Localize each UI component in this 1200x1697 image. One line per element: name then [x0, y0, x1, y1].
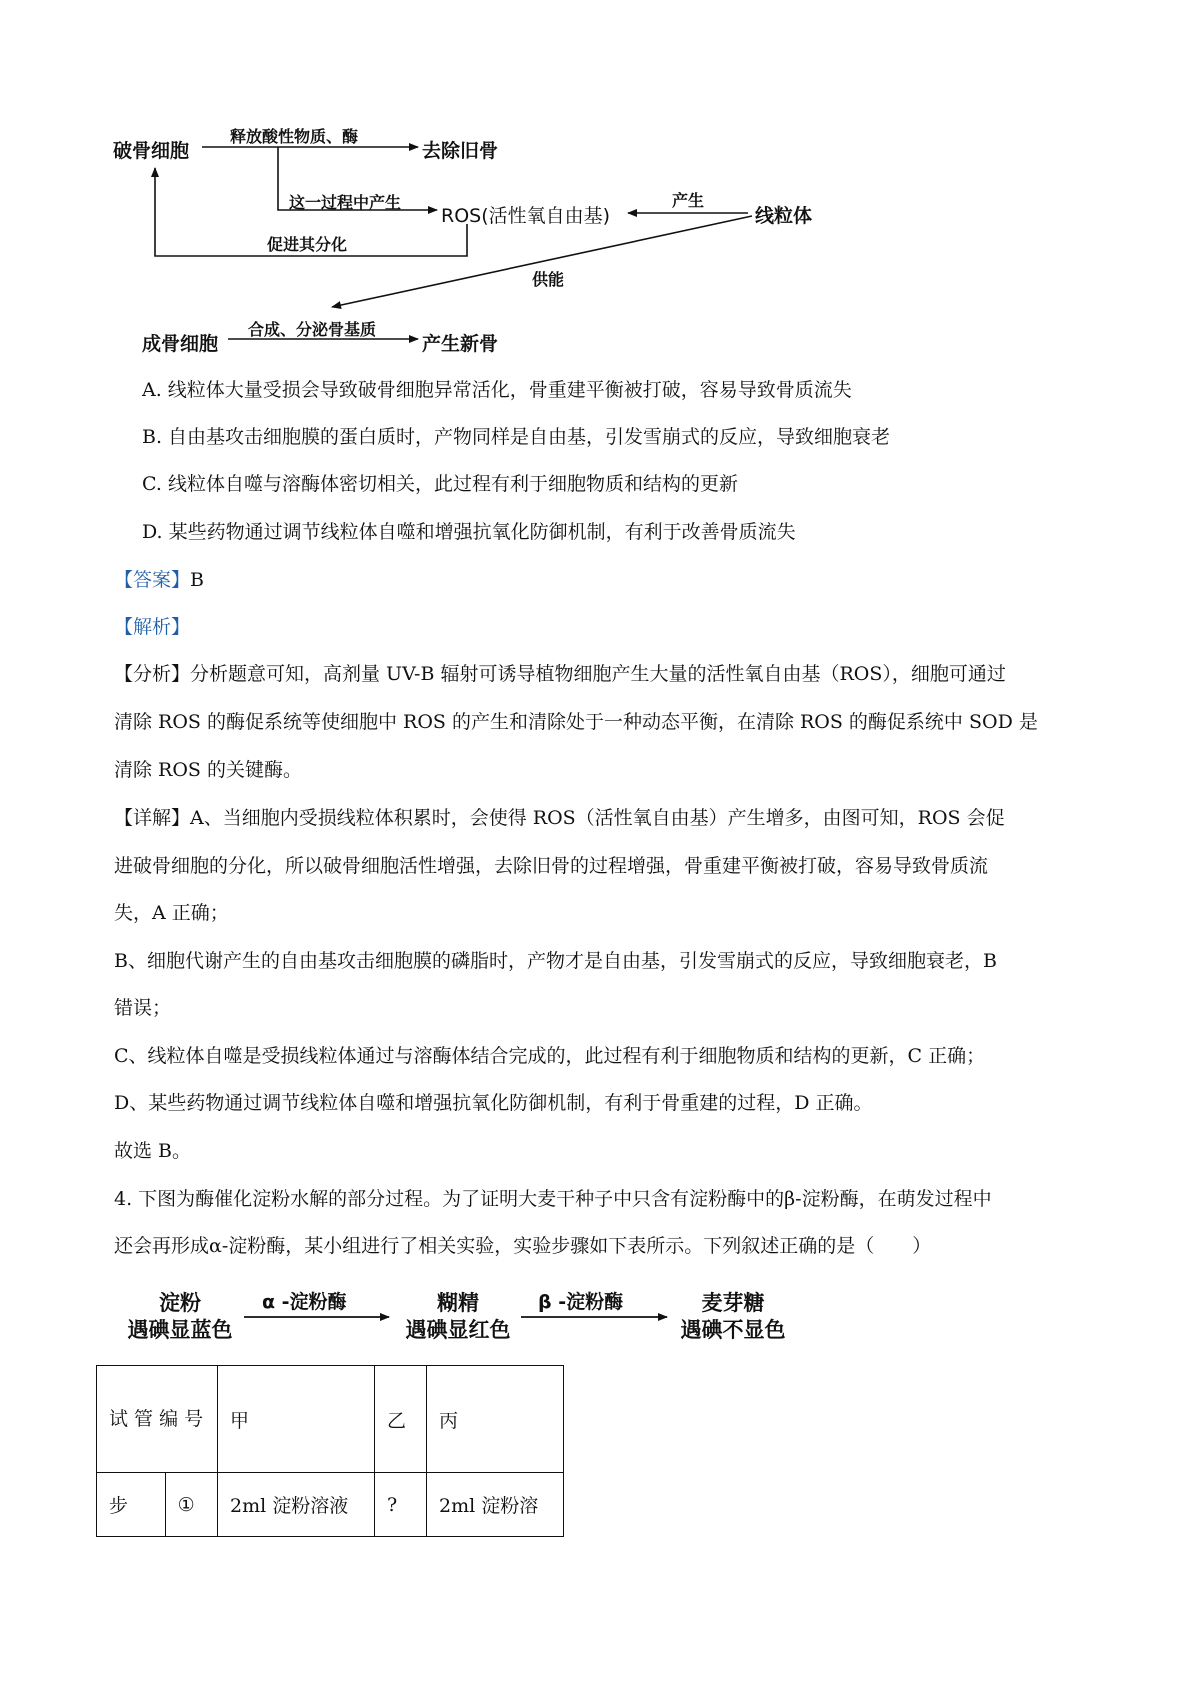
alpha-enzyme-label: α -淀粉酶 [262, 1291, 347, 1313]
detail-line-2: 进破骨细胞的分化，所以破骨细胞活性增强，去除旧骨的过程增强，骨重建平衡被打破，容易导致骨质流 [114, 855, 989, 877]
detail-text-1: A、当细胞内受损线粒体积累时，会使得 ROS（活性氧自由基）产生增多，由图可知，ROS 会促 [190, 807, 1005, 829]
analysis-tag: 【解析】 [114, 616, 191, 638]
header-jia: 甲 [218, 1366, 375, 1473]
detail-b-line-2: 错误； [114, 997, 172, 1019]
detail-line-3: 失，A 正确； [114, 902, 229, 924]
dextrin-label: 糊精 [437, 1291, 479, 1315]
secrete-label: 合成、分泌骨基质 [248, 320, 377, 339]
option-d: D. 某些药物通过调节线粒体自噬和增强抗氧化防御机制，有利于改善骨质流失 [142, 521, 796, 543]
header-yi: 乙 [375, 1366, 427, 1473]
analysis-line-1 [114, 664, 1006, 684]
detail-tag: 【详解】 [114, 807, 191, 829]
remove-old-bone-label: 去除旧骨 [422, 140, 499, 162]
osteoclast-label: 破骨细胞 [113, 140, 190, 162]
table-row [97, 1473, 564, 1537]
energy-label: 供能 [532, 270, 565, 289]
diagram1-arrows [0, 0, 1200, 360]
osteoblast-label: 成骨细胞 [142, 333, 219, 355]
maltose-node [668, 1290, 798, 1344]
arrow-energy [332, 216, 752, 307]
option-c: C. 线粒体自噬与溶酶体密切相关，此过程有利于细胞物质和结构的更新 [142, 473, 738, 495]
row1-jia: 2ml 淀粉溶液 [218, 1473, 375, 1537]
experiment-table [96, 1365, 564, 1537]
analysis-line-3: 清除 ROS 的关键酶。 [114, 759, 302, 781]
answer-tag: 【答案】 [114, 569, 191, 591]
starch-color-label: 遇碘显蓝色 [127, 1318, 233, 1342]
answer-value: B [190, 569, 204, 591]
row1-bing: 2ml 淀粉溶 [427, 1473, 564, 1537]
table-header-row [97, 1366, 564, 1473]
starch-label: 淀粉 [159, 1291, 201, 1315]
dextrin-node [393, 1290, 523, 1344]
new-bone-label: 产生新骨 [422, 333, 499, 355]
detail-c: C、线粒体自噬是受损线粒体通过与溶酶体结合完成的，此过程有利于细胞物质和结构的更新，C 正确； [114, 1045, 986, 1067]
promote-label: 促进其分化 [267, 235, 348, 254]
mitochondria-label: 线粒体 [755, 205, 813, 227]
ros-label: ROS(活性氧自由基) [441, 205, 611, 227]
starch-node [110, 1290, 250, 1344]
question4-line-2: 还会再形成α-淀粉酶，某小组进行了相关实验，实验步骤如下表所示。下列叙述正确的是（ ） [114, 1235, 932, 1257]
conclusion: 故选 B。 [114, 1140, 192, 1162]
maltose-color-label: 遇碘不显色 [680, 1318, 786, 1342]
detail-b-line-1: B、细胞代谢产生的自由基攻击细胞膜的磷脂时，产物才是自由基，引发雪崩式的反应，导致细胞衰老，B [114, 950, 997, 972]
question4-line-1: 4. 下图为酶催化淀粉水解的部分过程。为了证明大麦干种子中只含有淀粉酶中的β-淀粉酶，在萌发过程中 [114, 1188, 992, 1210]
header-tube-no: 试 管 编 号 [97, 1366, 218, 1473]
maltose-label: 麦芽糖 [701, 1291, 765, 1315]
row1-yi: ? [375, 1473, 427, 1537]
row1-num: ① [165, 1473, 217, 1537]
header-bing: 丙 [427, 1366, 564, 1473]
analysis-text-1: 分析题意可知，高剂量 UV-B 辐射可诱导植物细胞产生大量的活性氧自由基（ROS），细胞可通过 [190, 663, 1006, 685]
release-label: 释放酸性物质、酶 [230, 127, 359, 146]
option-b: B. 自由基攻击细胞膜的蛋白质时，产物同样是自由基，引发雪崩式的反应，导致细胞衰老 [142, 426, 891, 448]
process-produce-label: 这一过程中产生 [289, 193, 402, 212]
detail-line-1 [114, 808, 1005, 828]
produce-label: 产生 [672, 191, 705, 210]
beta-enzyme-label: β -淀粉酶 [538, 1291, 624, 1313]
analysis-sub-tag: 【分析】 [114, 663, 191, 685]
answer-line [114, 570, 204, 590]
dextrin-color-label: 遇碘显红色 [405, 1318, 511, 1342]
row1-step: 步 [97, 1473, 166, 1537]
option-a: A. 线粒体大量受损会导致破骨细胞异常活化，骨重建平衡被打破，容易导致骨质流失 [142, 379, 852, 401]
detail-d: D、某些药物通过调节线粒体自噬和增强抗氧化防御机制，有利于骨重建的过程，D 正确。 [114, 1092, 873, 1114]
analysis-line-2: 清除 ROS 的酶促系统等使细胞中 ROS 的产生和清除处于一种动态平衡，在清除 ROS 的酶促系统中 SOD 是 [114, 711, 1038, 733]
